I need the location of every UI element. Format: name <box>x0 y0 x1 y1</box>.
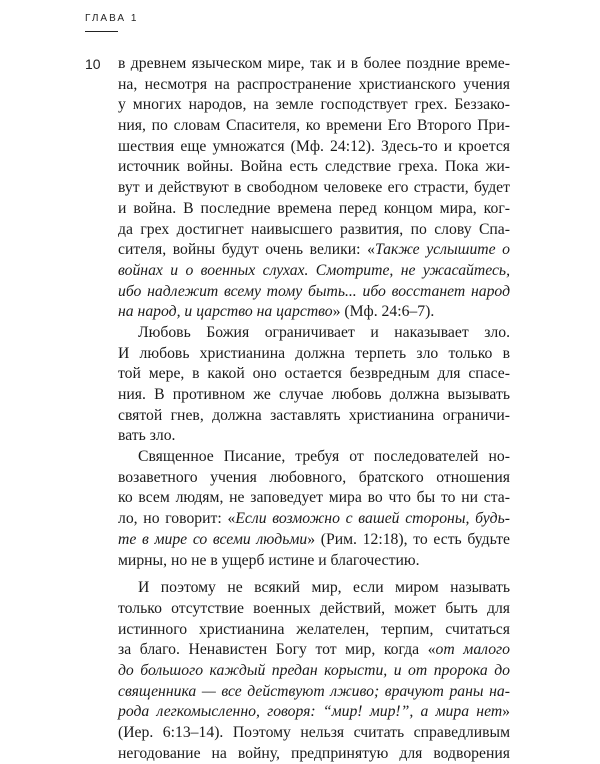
text-line <box>118 54 510 75</box>
text-line <box>118 620 510 641</box>
text-segment: » (Мф. 24:6–7). <box>332 303 435 321</box>
text-line <box>118 488 510 509</box>
text-segment: мирны, но не в ущерб истине и благочестию. <box>118 551 420 569</box>
text-line <box>118 447 510 468</box>
text-line <box>118 640 510 661</box>
text-line <box>118 116 510 137</box>
text-line <box>118 323 510 344</box>
text-segment: И любовь христианина должна терпеть зло только в <box>118 344 510 362</box>
text-segment: ко всем людям, не заповедует мира во что бы то ни ста- <box>118 489 510 507</box>
text-segment: » <box>502 703 510 721</box>
text-line <box>118 157 510 178</box>
text-line <box>118 406 510 427</box>
text-line <box>118 551 510 572</box>
text-line <box>118 95 510 116</box>
italic-quote-segment: Также услышите о <box>374 241 510 259</box>
body-text <box>118 54 510 764</box>
text-line <box>118 385 510 406</box>
page-number: 10 <box>85 56 101 72</box>
text-segment: на, несмотря на распространение христианского учения <box>118 75 510 93</box>
text-segment: истинного христианина желателен, терпим, считаться <box>118 620 510 638</box>
italic-quote-segment: войнах и о военных слухах. Смотрите, не ужасайтесь, <box>118 261 510 279</box>
italic-quote-segment: от малого <box>435 641 510 659</box>
text-line <box>118 261 510 282</box>
text-line <box>118 509 510 530</box>
text-segment: И поэтому не всякий мир, если миром называть <box>138 579 510 597</box>
text-line <box>118 599 510 620</box>
text-line <box>118 702 510 723</box>
text-line <box>118 468 510 489</box>
text-segment: святой гнев, должна заставлять христианина ограничи- <box>118 406 510 424</box>
text-segment: только отсутствие военных действий, может быть для <box>118 599 510 617</box>
text-segment: ния. В противном же случае любовь должна вызывать <box>118 386 510 403</box>
text-line <box>118 75 510 96</box>
text-line <box>118 282 510 303</box>
text-segment: за благо. Ненавистен Богу тот мир, когда « <box>118 641 436 659</box>
text-line <box>118 344 510 365</box>
text-segment: у многих народов, на земле господствует грех. Беззако- <box>118 96 510 114</box>
italic-quote-segment: рода легкомысленно, говоря: “мир! мир!”, а мира нет <box>118 703 503 721</box>
text-line <box>118 530 510 551</box>
text-line <box>118 302 510 323</box>
text-segment: Любовь Божия ограничивает и наказывает зло. <box>138 323 510 341</box>
running-head-chapter: ГЛАВА 1 <box>85 13 139 24</box>
text-line <box>118 178 510 199</box>
text-line <box>118 240 510 261</box>
text-segment: негодование на войну, предпринятую для водворения <box>118 744 510 762</box>
text-segment: сителя, войны будут очень велики: « <box>118 241 375 259</box>
text-segment: в древнем языческом мире, так и в более поздние време- <box>118 55 510 72</box>
text-segment: и война. В последние времена перед концом мира, ког- <box>118 199 510 217</box>
italic-quote-segment: на народ, и царство на царство <box>118 303 333 321</box>
text-line <box>118 661 510 682</box>
text-segment: » (Рим. 12:18), то есть будьте <box>307 530 510 548</box>
italic-quote-segment: ибо надлежит всему тому быть... ибо восстанет народ <box>118 282 510 300</box>
text-segment: ло, но говорит: « <box>118 510 236 528</box>
text-segment: да грех достигнет наивысшего развития, по слову Спа- <box>118 220 510 238</box>
text-line <box>118 682 510 703</box>
text-segment: вут и действуют в свободном человеке его страсти, будет <box>118 179 510 197</box>
text-segment: источник войны. Война есть следствие греха. Пока жи- <box>118 158 510 176</box>
text-segment: ния, по словам Спасителя, ко времени Его Второго При- <box>118 117 510 135</box>
text-segment: шествия еще умножатся (Мф. 24:12). Здесь-то и кроется <box>118 137 510 155</box>
text-segment: возаветного учения любовного, братского отношения <box>118 468 510 486</box>
italic-quote-segment: священника — все действуют лживо; врачуют раны на- <box>118 682 510 700</box>
text-line <box>118 137 510 158</box>
text-line <box>118 220 510 241</box>
text-line <box>118 364 510 385</box>
text-segment: Священное Писание, требуя от последователей но- <box>138 448 510 466</box>
text-line <box>118 744 510 764</box>
text-segment: (Иер. 6:13–14). Поэтому нельзя считать справедливым <box>118 724 510 741</box>
italic-quote-segment: до большого каждый предан корысти, и от пророка до <box>118 661 510 679</box>
header-rule <box>85 31 118 32</box>
text-line <box>118 199 510 220</box>
text-segment: той мере, в какой оно остается безвредным для спасе- <box>118 365 510 383</box>
italic-quote-segment: Если возможно с вашей стороны, будь- <box>235 510 510 528</box>
text-line <box>118 578 510 599</box>
italic-quote-segment: те в мире со всеми людьми <box>118 530 308 548</box>
text-line <box>118 426 510 447</box>
text-line <box>118 723 510 744</box>
text-segment: вать зло. <box>118 427 176 445</box>
